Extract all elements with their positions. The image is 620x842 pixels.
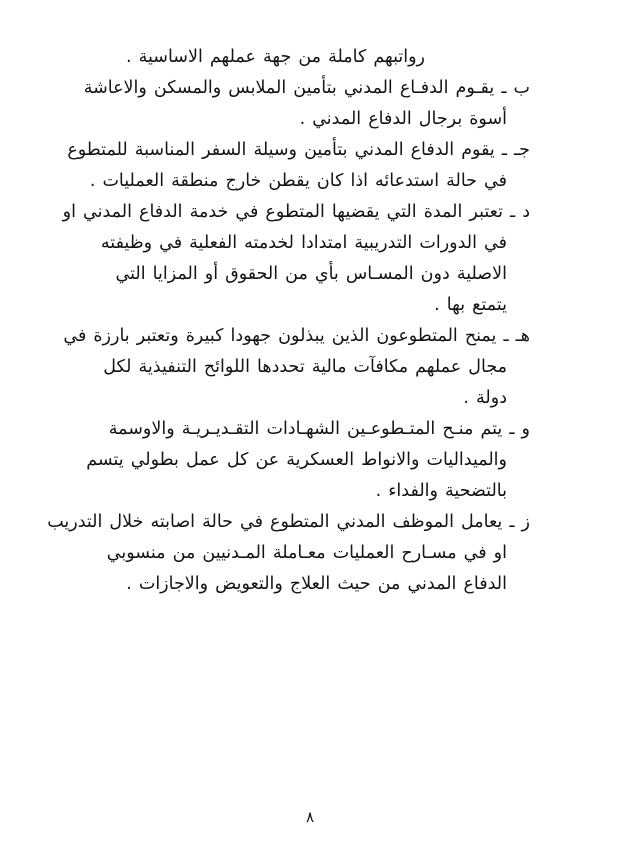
text-line: في الدورات التدريبية امتدادا لخدمته الفعلية في وظيفته xyxy=(100,233,507,253)
text-line: الاصلية دون المسـاس بأي من الحقوق أو المزايا التي xyxy=(115,264,507,284)
text-line: الدفاع المدني من حيث العلاج والتعويض والاجازات . xyxy=(126,574,507,594)
text-line-item-b: ب ـ يقـوم الدفـاع المدني بتأمين الملابس والمسكن والاعاشة xyxy=(83,78,530,98)
text-line-item-dal: د ـ تعتبر المدة التي يقضيها المتطوع في خدمة الدفاع المدني او xyxy=(62,202,530,222)
text-line: رواتبهم كاملة من جهة عملهم الاساسية . xyxy=(126,47,425,67)
text-line: دولة . xyxy=(463,388,507,408)
page-number: ٨ xyxy=(305,808,315,826)
text-line: أسوة برجال الدفاع المدني . xyxy=(299,109,507,129)
text-line: مجال عملهم مكافآت مالية تحددها اللوائح التنفيذية لكل xyxy=(103,357,507,377)
text-line-item-jim: جـ ـ يقوم الدفاع المدني بتأمين وسيلة السفر المناسبة للمتطوع xyxy=(67,140,530,160)
text-line: والميداليات والانواط العسكرية عن كل عمل بطولي يتسم xyxy=(86,450,507,470)
text-line-item-ha: هـ ـ يمنح المتطوعون الذين يبذلون جهودا كبيرة وتعتبر بارزة في xyxy=(63,326,530,346)
text-line: في حالة استدعائه اذا كان يقطن خارج منطقة العمليات . xyxy=(89,171,507,191)
text-line: او في مسـارح العمليات معـاملة المـدنيين من منسوبي xyxy=(106,543,507,563)
text-line-item-waw: و ـ يتم منـح المتـطوعـين الشهـادات التقـديـريـة والاوسمة xyxy=(108,419,530,439)
text-line-item-zay: ز ـ يعامل الموظف المدني المتطوع في حالة اصابته خلال التدريب xyxy=(47,512,530,532)
text-line: يتمتع بها . xyxy=(434,295,507,315)
text-line: بالتضحية والفداء . xyxy=(375,481,507,501)
body-text xyxy=(47,42,530,600)
